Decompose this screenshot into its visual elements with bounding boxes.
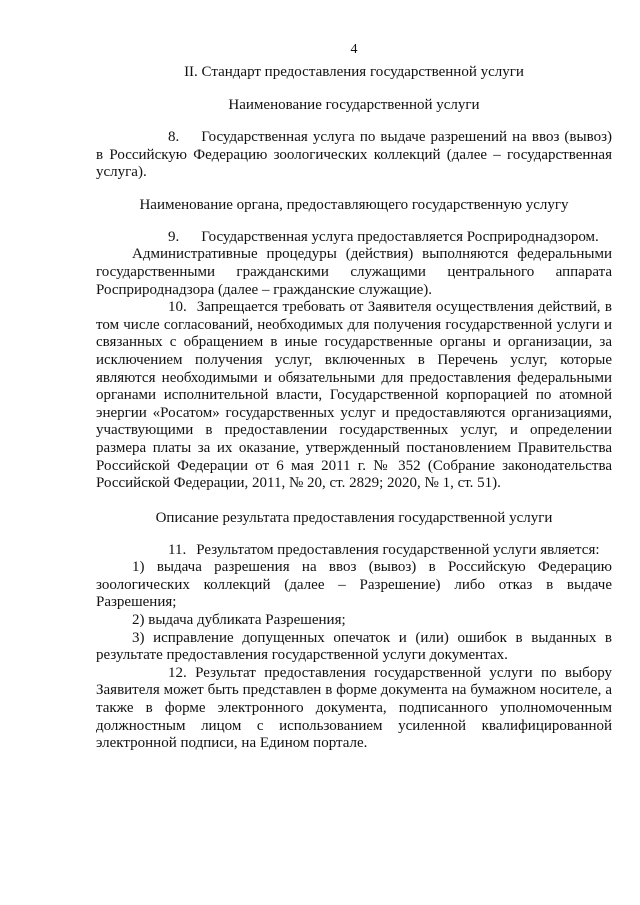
paragraph-11 bbox=[96, 542, 612, 560]
paragraph-10-text: Запрещается требовать от Заявителя осуществления действий, в том числе согласований, необходимых для получения государственной услуги и связанных с обращением в иные государственные органы и организации, за исключением получения услуг, включенных в Перечень услуг, которые являются необходимыми и обязательными для предоставления федеральными органами исполнительной власти, Государственной корпорацией по атомной энергии «Росатом» государственных услуг и предоставляются организациями, участвующими в предоставлении государственных услуг, и определении размера платы за их оказание, утвержденный постановлением Правительства Российской Федерации от 6 мая 2011 г. № 352 (Собрание законодательства Российской Федерации, 2011, № 20, ст. 2829; 2020, № 1, ст. 51). bbox=[96, 299, 612, 492]
paragraph-8 bbox=[96, 129, 612, 182]
paragraph-12-text: Результат предоставления государственной услуги по выбору Заявителя может быть представлен в форме документа на бумажном носителе, а также в форме электронного документа, подписанного уполномоченным должностным лицом с использованием усиленной квалифицированной электронной подписи, на Едином портале. bbox=[96, 664, 612, 752]
paragraph-9-continuation: Административные процедуры (действия) выполняются федеральными государственными гражданскими служащими центрального аппарата Росприроднадзора (далее – гражданские служащие). bbox=[96, 246, 612, 298]
subheading-result: Описание результата предоставления государственной услуги bbox=[155, 509, 553, 526]
paragraph-9-text: Государственная услуга предоставляется Росприроднадзором. bbox=[201, 228, 599, 245]
section-title: II. Стандарт предоставления государственной услуги bbox=[184, 64, 524, 80]
paragraph-10-number: 10. bbox=[168, 299, 187, 316]
paragraph-8-number: 8. bbox=[168, 129, 180, 145]
subheading-provider: Наименование органа, предоставляющего государственную услугу bbox=[139, 196, 569, 213]
paragraph-9 bbox=[96, 229, 612, 247]
paragraph-11-number: 11. bbox=[168, 541, 187, 558]
paragraph-12-number: 12. bbox=[168, 664, 187, 681]
paragraph-11-item-2: 2) выдача дубликата Разрешения; bbox=[132, 612, 346, 629]
paragraph-12 bbox=[96, 665, 612, 753]
paragraph-10 bbox=[96, 299, 612, 493]
paragraph-11-item-1: 1) выдача разрешения на ввоз (вывоз) в Российскую Федерацию зоологических коллекций (далее – Разрешение) либо отказ в выдаче Разрешения; bbox=[96, 559, 612, 611]
subheading-service-name: Наименование государственной услуги bbox=[228, 97, 480, 113]
paragraph-9-number: 9. bbox=[168, 228, 180, 245]
paragraph-8-text: Государственная услуга по выдаче разрешений на ввоз (вывоз) в Российскую Федерацию зоологических коллекций (далее – государственная услуга). bbox=[96, 129, 612, 181]
paragraph-11-text: Результатом предоставления государственной услуги является: bbox=[196, 541, 600, 558]
paragraph-11-item-3: 3) исправление допущенных опечаток и (или) ошибок в выданных в результате предоставления государственной услуги документах. bbox=[96, 629, 612, 664]
page-number: 4 bbox=[350, 42, 358, 57]
